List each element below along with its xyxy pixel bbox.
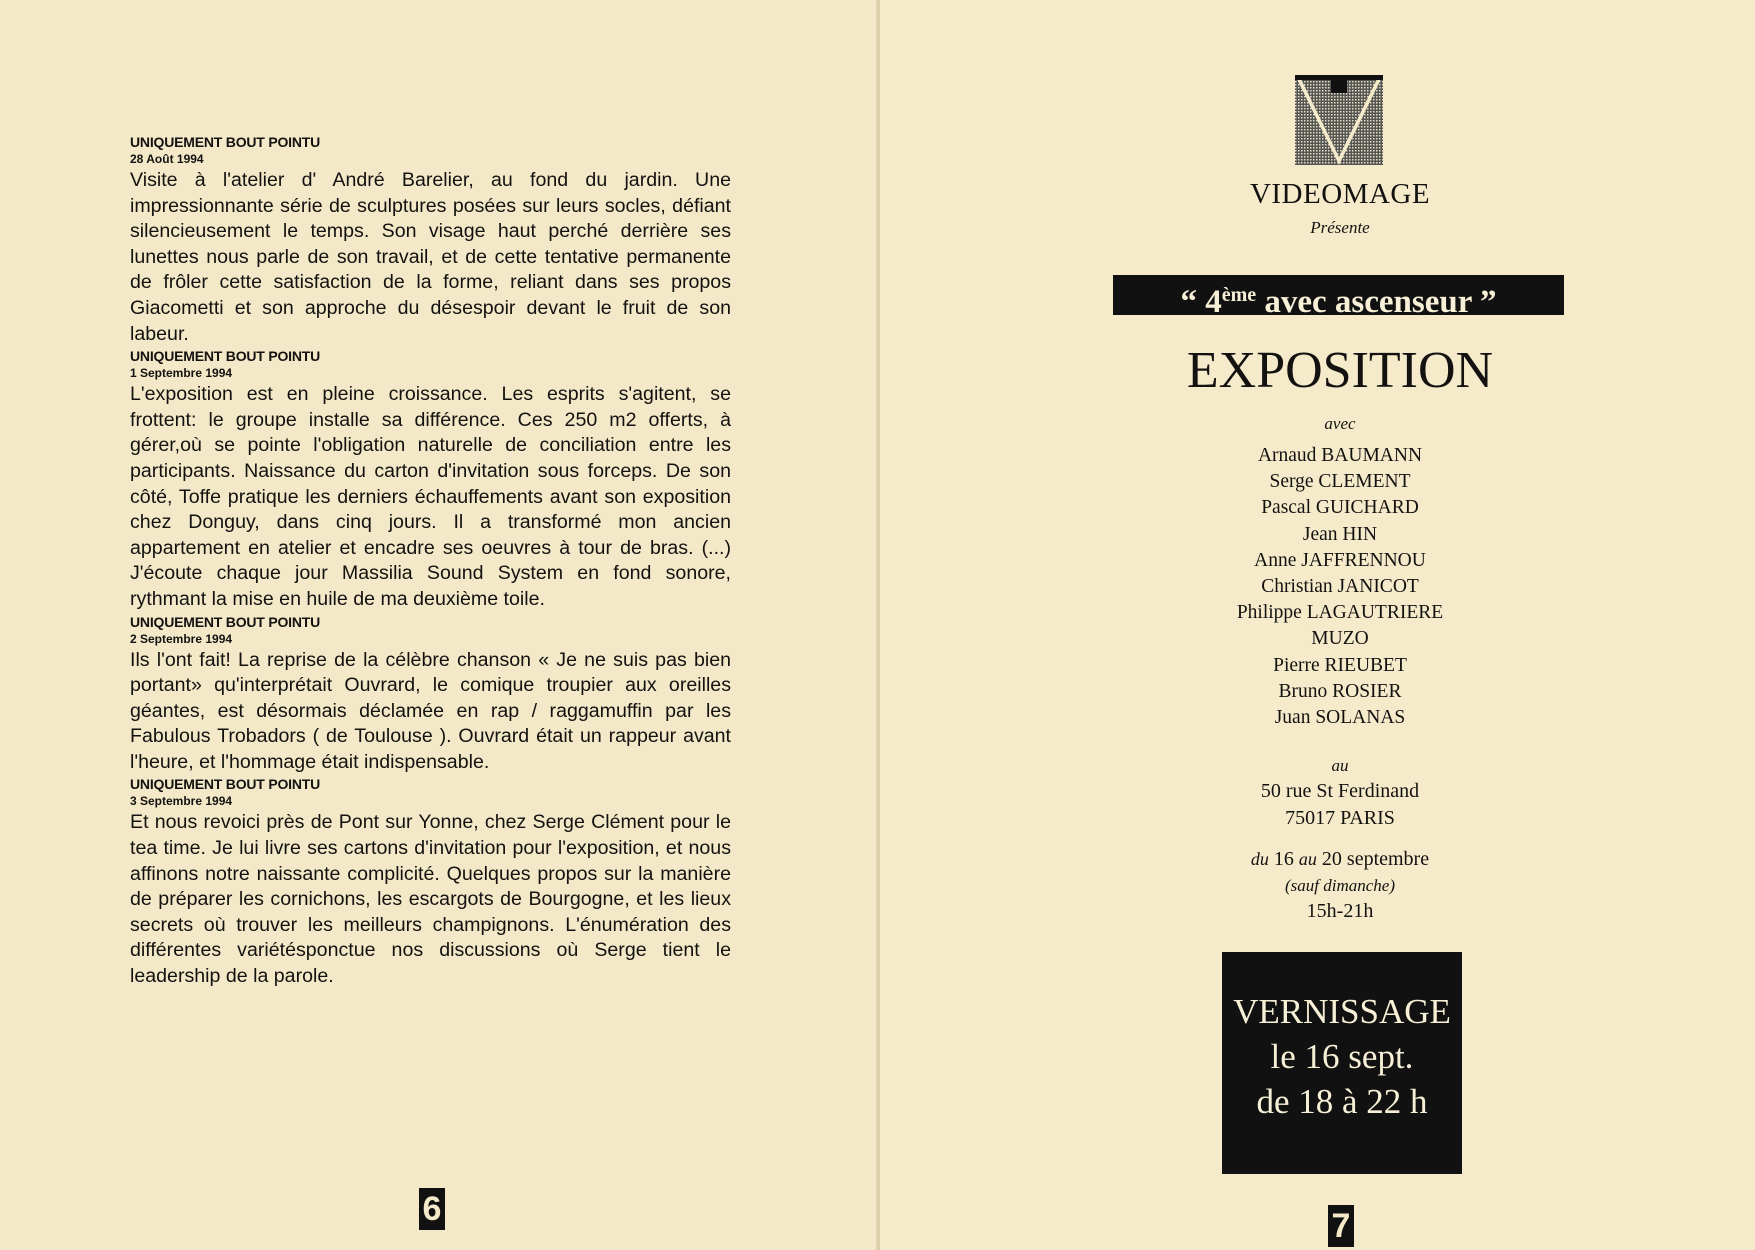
page-number-left: 6 bbox=[419, 1188, 445, 1230]
journal-entry bbox=[130, 776, 731, 989]
entry-heading: UNIQUEMENT BOUT POINTU bbox=[130, 613, 321, 630]
vernissage-box bbox=[1222, 952, 1462, 1174]
presents-label: Présente bbox=[1310, 218, 1370, 237]
address-street: 50 rue St Ferdinand bbox=[1260, 780, 1420, 802]
entry-text: Ils l'ont fait! La reprise de la célèbre chanson « Je ne suis pas bien portant» qu'interprétait Ouvrard, le comique troupier aux oreilles géantes, est désormais déclamée en rap / raggamuffin par les Fabulous Trobadors ( de Toulouse ). Ouvrard était un rappeur avant l'heure, et l'hommage était indispensable. bbox=[130, 648, 731, 773]
exhibition-title: EXPOSITION bbox=[1186, 342, 1494, 399]
journal-entry bbox=[130, 348, 731, 612]
artist-list bbox=[1140, 443, 1540, 731]
entry-date: 28 Août 1994 bbox=[130, 152, 204, 166]
artist-name: Philippe LAGAUTRIERE bbox=[1236, 602, 1444, 624]
opening-hours: 15h-21h bbox=[1306, 900, 1374, 922]
journal-entry bbox=[130, 134, 731, 347]
entry-text: Visite à l'atelier d' André Barelier, au fond du jardin. Une impressionnante série de sculptures posées sur leurs socles, défiant silencieusement le temps. Son visage haut perché derrière ses lunettes nous parle de son travail, et de cette tentative permanente de frôler cette satisfaction de la forme, reliant dans ses propos Giacometti et son approche du désespoir devant le fruit de son labeur. bbox=[130, 169, 731, 345]
banner-ordinal-suffix: ème bbox=[1221, 284, 1257, 306]
artist-name: Anne JAFFRENNOU bbox=[1254, 549, 1426, 571]
dates-start: 16 bbox=[1273, 848, 1294, 870]
videomage-logo-icon bbox=[1295, 75, 1383, 165]
closed-day-note: (sauf dimanche) bbox=[1284, 876, 1395, 895]
artist-name: Juan SOLANAS bbox=[1274, 707, 1406, 729]
entry-date: 3 Septembre 1994 bbox=[130, 794, 233, 809]
entry-heading: UNIQUEMENT BOUT POINTU bbox=[130, 776, 321, 793]
with-label: avec bbox=[1324, 414, 1356, 433]
artist-name: Arnaud BAUMANN bbox=[1257, 445, 1423, 466]
close-quote: ” bbox=[1480, 284, 1497, 320]
journal-entries bbox=[130, 134, 731, 991]
vernissage-time: de 18 à 22 h bbox=[1256, 1082, 1428, 1121]
entry-text: L'exposition est en pleine croissance. Les esprits s'agitent, se frottent: le groupe installe sa différence. Ces 250 m2 offerts, à gérer,où se pointe l'obligation naturelle de conciliation entre les participants. Naissance du carton d'invitation sous forceps. De son côté, Toffe pratique les derniers échauffements avant son exposition chez Donguy, dans cinq jours. Il a transformé mon ancien appartement en atelier et encadre ses oeuvres à tour de bras. (...) J'écoute chaque jour Massilia Sound System en fond sonore, rythmant la mise en huile de ma deuxième toile. bbox=[130, 383, 731, 610]
page-number-right: 7 bbox=[1328, 1205, 1354, 1247]
artist-name: Christian JANICOT bbox=[1261, 576, 1419, 598]
entry-heading: UNIQUEMENT BOUT POINTU bbox=[130, 348, 321, 365]
entry-text: Et nous revoici près de Pont sur Yonne, chez Serge Clément pour le tea time. Je lui livre ses cartons d'invitation pour l'exposition, et nous affinons notre naissante complicité. Quelques propos sur la manière de préparer les cornichons, les escargots de Bourgogne, et les lieux secrets où trouver les meilleurs champignons. L'énumération des différentes variétésponctue nos discussions où Serge tient le leadership de la parole. bbox=[130, 811, 731, 988]
open-quote: “ bbox=[1180, 284, 1197, 320]
brand-name: VIDEOMAGE bbox=[1249, 178, 1431, 210]
banner-ordinal: 4 bbox=[1205, 284, 1222, 320]
vernissage-date: le 16 sept. bbox=[1270, 1037, 1414, 1076]
dates-end: 20 septembre bbox=[1321, 848, 1430, 870]
entry-heading: UNIQUEMENT BOUT POINTU bbox=[130, 134, 321, 150]
exhibition-dates bbox=[1140, 848, 1540, 871]
dates-to-word: au bbox=[1298, 849, 1317, 869]
banner-rest: avec ascenseur bbox=[1264, 284, 1472, 320]
artist-name: Pascal GUICHARD bbox=[1261, 497, 1419, 519]
at-label: au bbox=[1331, 756, 1349, 775]
journal-entry bbox=[130, 614, 731, 776]
artist-name: Bruno ROSIER bbox=[1278, 680, 1402, 702]
address-city: 75017 PARIS bbox=[1285, 807, 1395, 829]
vernissage-title: VERNISSAGE bbox=[1233, 992, 1451, 1031]
artist-name: MUZO bbox=[1311, 628, 1369, 650]
entry-date: 1 Septembre 1994 bbox=[130, 366, 233, 381]
dates-from-word: du bbox=[1250, 849, 1269, 869]
artist-name: Serge CLEMENT bbox=[1269, 471, 1411, 493]
artist-name: Jean HIN bbox=[1302, 523, 1378, 545]
artist-name: Pierre RIEUBET bbox=[1273, 654, 1407, 676]
show-title-banner bbox=[1113, 275, 1564, 320]
entry-date: 2 Septembre 1994 bbox=[130, 631, 233, 646]
